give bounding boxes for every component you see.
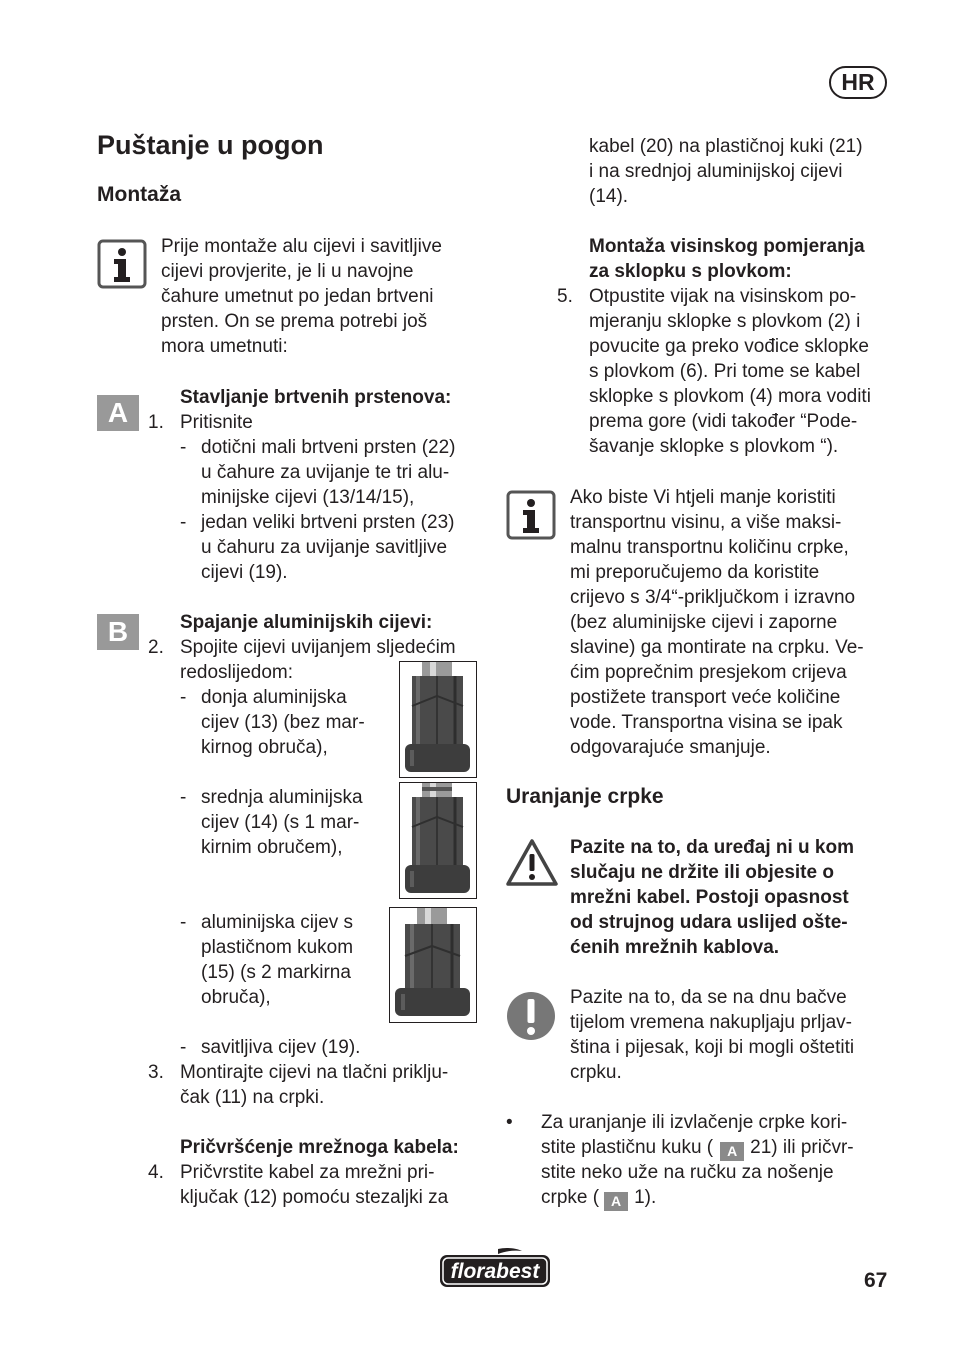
step-1-bullet-2: jedan veliki brtveni prsten (23) u čahuru za uvijanje savitljive cijevi (19). <box>201 512 455 583</box>
step-3-text: Montirajte cijevi na tlačni priklju- čak (11) na crpki. <box>180 1062 449 1108</box>
language-badge: HR <box>829 66 887 99</box>
pipe-image-no-ring <box>399 661 477 778</box>
info-icon <box>97 239 147 296</box>
step-number-2: 2. <box>148 637 164 658</box>
step-1-bullet-1: dotični mali brtveni prsten (22) u čahure za uvijanje te tri alu- minijske cijevi (13/14/15), <box>201 437 456 508</box>
figure-ref-a-inline: A <box>604 1192 628 1211</box>
section-heading-montaza: Montaža <box>97 183 181 206</box>
dash-marker: - <box>180 787 187 808</box>
step-2-bullet-1: donja aluminijska cijev (13) (bez mar- kirnog obruča), <box>201 687 365 758</box>
dash-marker: - <box>180 437 187 458</box>
bullet-immersion-text: Za uranjanje ili izvlačenje crpke kori- stite plastičnu kuku ( A 21) ili pričvr- stite neko uže na ručku za nošenje crpke ( A 1). <box>541 1112 854 1209</box>
figure-ref-b: B <box>97 614 139 650</box>
warning-triangle-icon <box>505 838 559 895</box>
florabest-logo <box>438 1246 552 1297</box>
bullet-marker: • <box>506 1112 513 1133</box>
info-note-seals: Prije montaže alu cijevi i savitljive cijevi provjerite, je li u navojne čahure umetnut po jedan brtveni prsten. On se prema potrebi još mora umetnuti: <box>161 236 442 357</box>
dash-marker: - <box>180 912 187 933</box>
page-title: Puštanje u pogon <box>97 130 324 160</box>
pipe-image-plastic-hook <box>389 907 477 1023</box>
svg-text:florabest: florabest <box>450 1260 540 1283</box>
step-number-5: 5. <box>557 286 573 307</box>
step-4-text: Pričvrstite kabel za mrežni pri- ključak (12) pomoću stezaljki za <box>180 1162 449 1208</box>
dash-marker: - <box>180 1037 187 1058</box>
step-2-bullet-3: aluminijska cijev s plastičnom kukom (15) (s 2 markirna obruča), <box>201 912 354 1008</box>
notice-note-sediment: Pazite na to, da se na dnu bačve tijelom vremena nakupljaju prljav- ština i pijesak, koji bi mogli oštetiti crpku. <box>570 987 855 1083</box>
step-2-bullet-2: srednja aluminijska cijev (14) (s 1 mar- kirnim obručem), <box>201 787 363 858</box>
subheading-power-cable: Pričvršćenje mrežnoga kabela: <box>180 1137 459 1158</box>
dash-marker: - <box>180 512 187 533</box>
step-number-1: 1. <box>148 412 164 433</box>
subheading-seal-rings: Stavljanje brtvenih prstenova: <box>180 387 452 408</box>
step-number-4: 4. <box>148 1162 164 1183</box>
step-4-continued: kabel (20) na plastičnoj kuki (21) i na srednjoj aluminijskoj cijevi (14). <box>589 136 863 207</box>
step-2-lead: Spojite cijevi uvijanjem sljedećim redoslijedom: <box>180 637 456 683</box>
step-1-lead: Pritisnite <box>180 412 253 433</box>
exclamation-circle-icon <box>505 990 557 1049</box>
dash-marker: - <box>180 687 187 708</box>
subheading-float-switch: Montaža visinskog pomjeranja za sklopku s plovkom: <box>589 236 865 282</box>
step-number-3: 3. <box>148 1062 164 1083</box>
info-note-hose: Ako biste Vi htjeli manje koristiti transportnu visinu, a više maksi- malnu transportnu količinu crpke, mi preporučujemo da koristite crijevo s 3/4“-priključkom i izravno (bez aluminijske cijevi i zaporne slavine) ga montirate na crpku. Ve- ćim poprečnim presjekom crijeva postižete transport veće količine vode. Transportna visina se ipak odgovarajuće smanjuje. <box>570 487 864 758</box>
info-icon <box>506 490 556 547</box>
pipe-image-one-ring <box>399 782 477 899</box>
section-heading-immersion: Uranjanje crpke <box>506 785 664 808</box>
step-2-bullet-4: savitljiva cijev (19). <box>201 1037 361 1058</box>
figure-ref-a: A <box>97 395 139 431</box>
step-5-text: Otpustite vijak na visinskom po- mjeranju sklopke s plovkom (2) i povucite ga preko vođice sklopke s plovkom (6). Pri tome se kabel sklopke s plovkom (4) mora voditi prema gore (vidi također “Pode- šavanje sklopke s plovkom “). <box>589 286 871 457</box>
page-number: 67 <box>864 1269 888 1292</box>
figure-ref-a-inline: A <box>720 1142 744 1161</box>
subheading-aluminium-pipes: Spajanje aluminijskih cijevi: <box>180 612 433 633</box>
warning-note-cable: Pazite na to, da uređaj ni u kom slučaju ne držite ili objesite o mrežni kabel. Postoji opasnost od strujnog udara uslijed ošte- ćenih mrežnih kablova. <box>570 837 854 958</box>
